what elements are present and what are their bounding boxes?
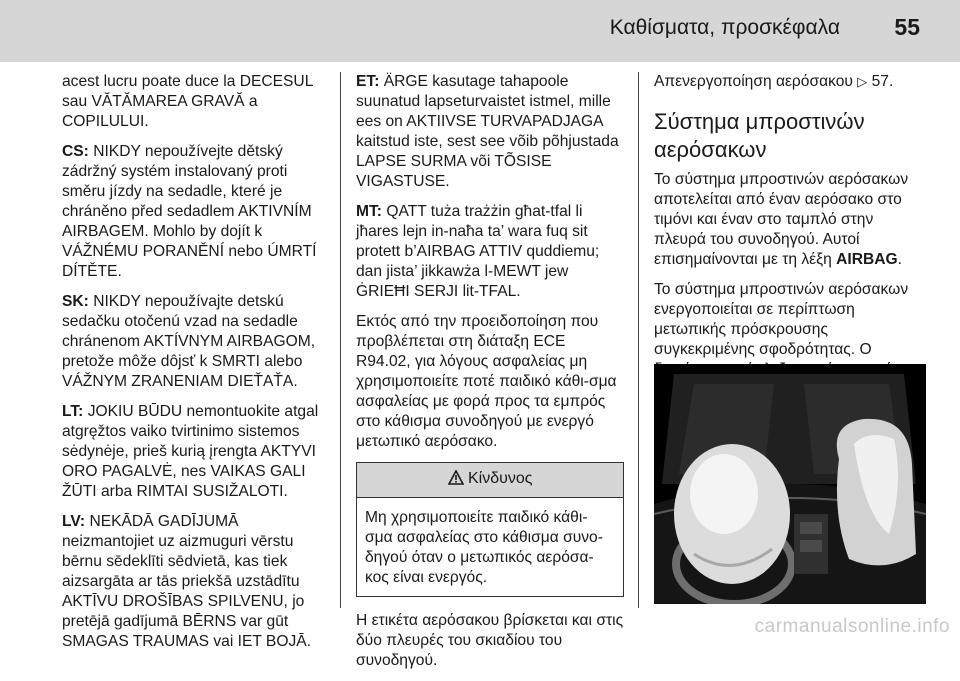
chapter-title: Καθίσματα, προσκέφαλα [609,16,840,39]
airbag-illustration [654,364,926,604]
paragraph-cs [62,142,324,282]
language-label: LT: [62,403,84,420]
paragraph-text: acest lucru poate duce la DECESUL sau VĂTĂMAREA GRAVĂ a COPILULUI. [62,73,313,130]
paragraph-lt [62,402,324,502]
language-label: SK: [62,293,89,310]
page-number: 55 [894,14,920,40]
reference-text: Απενεργοποίηση αερόσακου [654,73,853,90]
reference-page: 57. [871,73,894,90]
paragraph-text: NIKDY nepoužívejte dětský zádržný systém instalovaný proti směru jízdy na sedadle, které je chráněno před sedadlem AKTIVNÍM AIRBAGEM. Mohlo by dojít k VÁŽNÉMU PORANĚNÍ nebo ÚMRTÍ DÍTĚTE. [62,143,317,280]
paragraph-airbag-system [654,170,926,270]
paragraph [62,72,324,132]
paragraph-text: QATT tuża trażżin għat-tfal li jħares lejn in-naħa ta’ wara fuq sit protett b’AIRBAG ATTIV quddiemu; dan jista’ jikkawża l-MEWT jew ĠRIEĦI SERJI lit-TFAL. [356,203,600,300]
paragraph-text: NEKĀDĀ GADĪJUMĀ neizmantojiet uz aizmuguri vērstu bērnu sēdeklīti sēdvietā, kas tiek aizsargāta ar tās priekšā uzstādītu AKTĪVU DROŠĪBAS SPILVENU, jo pretējā gadījumā BĒRNS var gūt SMAGAS TRAUMAS vai IET BOJĀ. [62,513,311,650]
airbag-keyword: AIRBAG [836,251,898,268]
warning-triangle-icon [448,470,464,485]
paragraph-greek-notice [356,312,624,452]
paragraph-lv [62,512,324,652]
cross-reference [654,72,926,92]
language-label: LV: [62,513,86,530]
paragraph-text: Εκτός από την προειδοποίηση που προβλέπεται στη διάταξη ECE R94.02, για λόγους ασφαλείας μη χρησιμοποιείτε ποτέ παιδικό κάθι‐σμα ασφαλείας με φορά προς τα εμπρός στο κάθισμα συνοδηγού με ενεργό μετωπικό αερόσακο. [356,313,617,450]
paragraph-text: Το σύστημα μπροστινών αερόσακων ενεργοποιείται σε περίπτωση μετωπικής πρόσκρουσης συγκεκριμένης σφοδρότητας. Ο [654,281,909,358]
danger-warning-box [356,462,624,597]
language-label: ET: [356,73,380,90]
warning-text: Μη χρησιμοποιείτε παιδικό κάθι‐σμα ασφαλείας στο κάθισμα συνο‐δηγού όταν ο μετωπικός αερόσα‐κος είναι ενεργός. [365,509,603,586]
paragraph-text: JOKIU BŪDU nemontuokite atgal atgręžtos vaiko tvirtinimo sistemos sėdynėje, prieš kurią įrengta AKTYVI ORO PAGALVĖ, nes VAIKAS GALI ŽŪTI arba RIMTAI SUSIŽALOTI. [62,403,319,500]
warning-header [357,463,623,498]
text-column-2 [356,72,624,681]
warning-title: Κίνδυνος [467,470,533,487]
language-label: CS: [62,143,89,160]
text-column-3 [654,72,926,410]
text-column-1 [62,72,324,662]
paragraph-end: . [897,251,902,268]
language-label: MT: [356,203,382,220]
paragraph-et [356,72,624,192]
paragraph-text: Το σύστημα μπροστινών αερόσακων αποτελείται από έναν αερόσακο στο τιμόνι και έναν στο ταμπλό στην πλευρά του συνοδηγού. Αυτοί επισημαίνονται με τη λέξη [654,171,909,268]
arrow-ref-icon[interactable]: ▷ [857,74,868,89]
paragraph-text: ÄRGE kasutage tahapoole suunatud lapseturvaistet istmel, mille ees on AKTIIVSE TURVAPADJAGA kaitstud iste, sest see võib põhjustada LAPSE SURMA või TÕSISE VIGASTUSE. [356,73,619,190]
column-divider [638,72,639,608]
paragraph-text: NIKDY nepoužívajte detskú sedačku otočenú vzad na sedadle chránenom AKTÍVNYM AIRBAGOM, pretože môže dôjsť k SMRTI alebo VÁŽNYM ZRANENIAM DIEŤAŤA. [62,293,316,390]
page-header [0,0,960,62]
watermark: carmanualsonline.info [754,616,950,637]
column-divider [340,72,341,608]
paragraph-label-location [356,611,624,671]
paragraph-mt [356,202,624,302]
airbag-illustration-icon [654,364,926,604]
section-heading: Σύστημα μπροστινών αερόσακων [654,109,865,162]
paragraph-text: Η ετικέτα αερόσακου βρίσκεται και στις δύο πλευρές του σκιαδίου του συνοδηγού. [356,612,624,669]
paragraph-sk [62,292,324,392]
